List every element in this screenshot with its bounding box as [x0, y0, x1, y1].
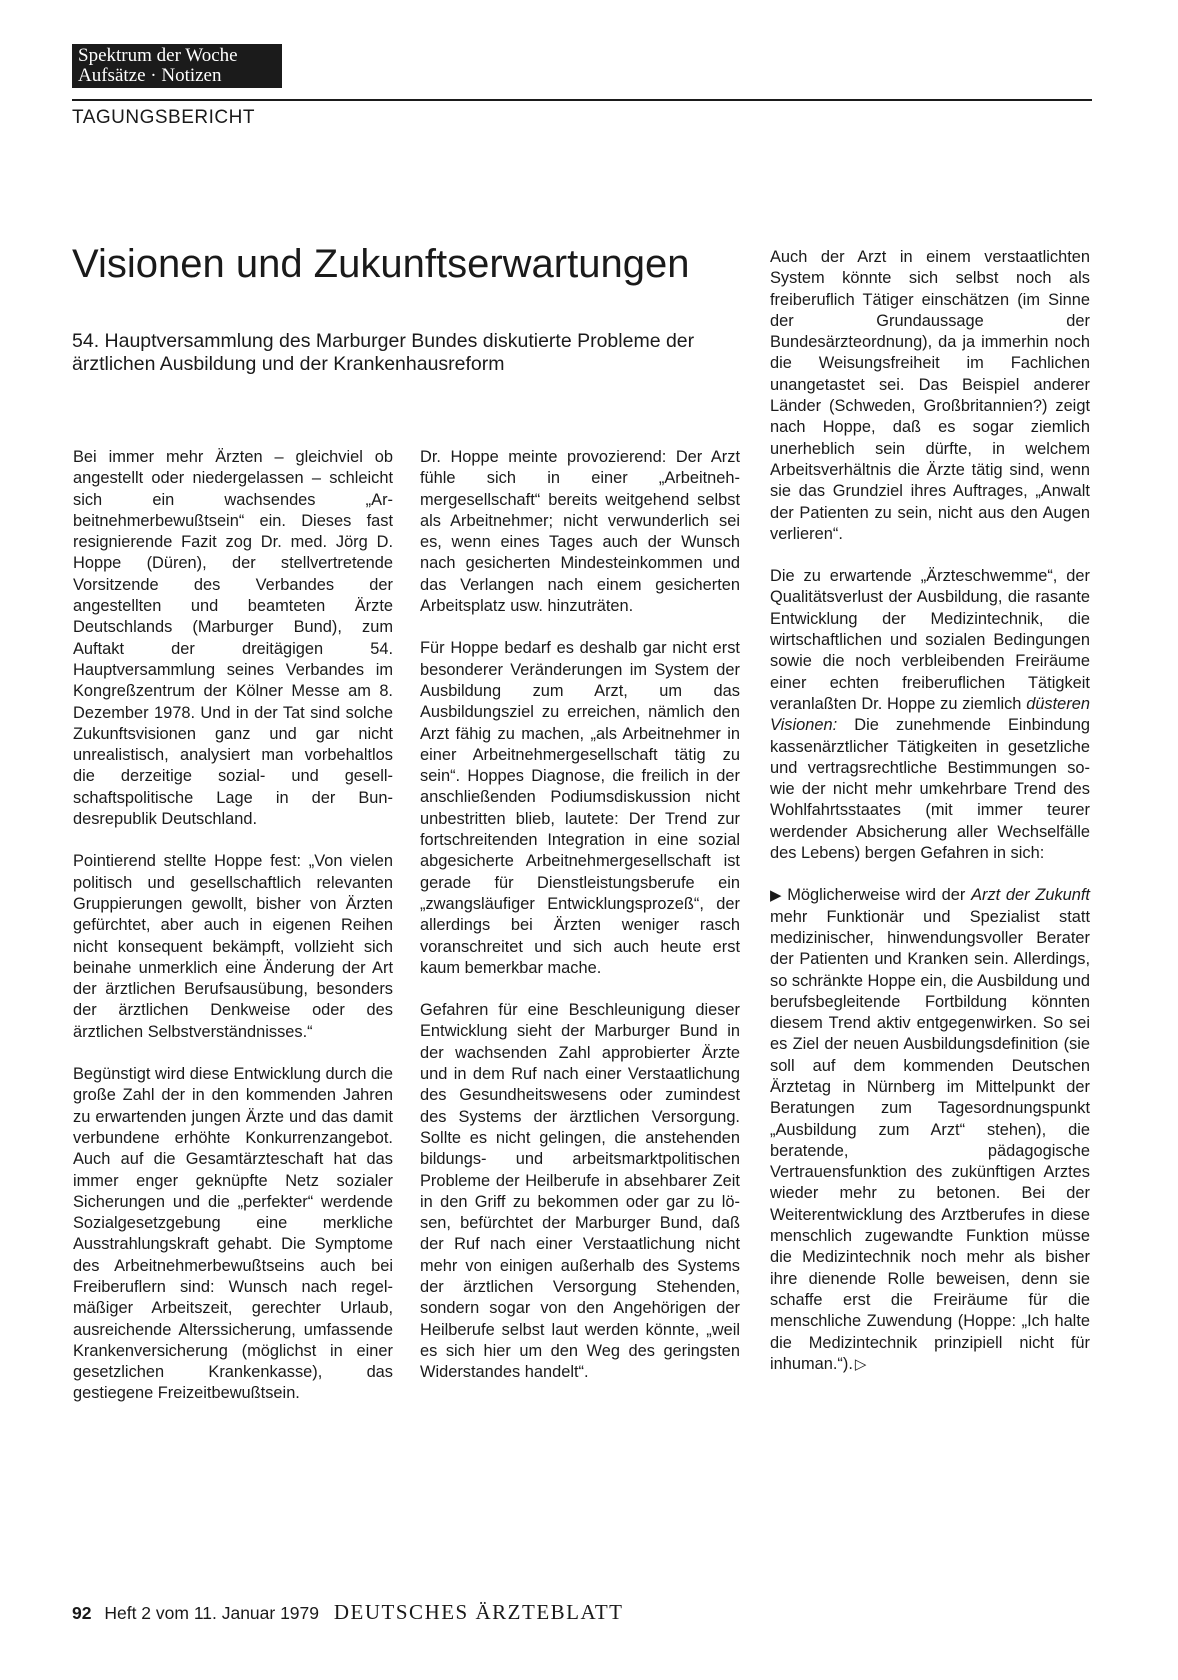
section-label-line1: Spektrum der Woche	[78, 45, 238, 66]
issue-info: Heft 2 vom 11. Januar 1979	[104, 1603, 320, 1623]
triangle-right-outline-icon: ▷	[854, 1355, 867, 1373]
text-run: Möglicherweise wird der	[781, 886, 972, 905]
journal-name: DEUTSCHES ÄRZTEBLATT	[333, 1600, 624, 1624]
paragraph: Für Hoppe bedarf es deshalb gar nicht erst besonderer Veränderungen im System der Ausbildung zum Arzt, um das Ausbildungsziel zu erreichen, nämlich den Arzt fähig zu machen, „als Arbeitnehmer in einer Arbeitnehmergesellschaft tätig zu sein“. Hoppes Diagnose, die freilich in der anschließenden Podiumsdiskussion nicht unbestritten blieb, lautete: Der Trend zur fortschreitenden Integration in eine sozial abgesicherte Arbeitnehmergesellschaft ist gerade für Dienstleistungsberufe ein „zwangsläufiger Entwicklungsprozeß“, der allerdings bei Ärzten weniger rasch voranschreitet und sich auch heute erst kaum bemerkbar mache.	[420, 639, 740, 977]
paragraph: Pointierend stellte Hoppe fest: „Von vielen politisch und gesellschaftlich relevanten Gruppierungen gewollt, bisher von Ärzten gefürchtet, aber auch in eigenen Reihen nicht konsequent bekämpft, vollzieht sich beinahe unmerklich eine Änderung der Art der ärztlichen Berufsausübung, besonders der ärztlichen Denkweise oder des ärztlichen Selbstverständnisses.“	[73, 852, 393, 1041]
triangle-right-filled-icon: ▶	[770, 887, 782, 905]
page-footer	[72, 1600, 623, 1625]
text-run: mehr Funktionär und Spezialist statt medizinischer, hinwendungsvoller Berater der Patienten und Kranken sein. Allerdings, so schränkte Hoppe ein, die Ausbildung und berufsbegleitende Fortbildung könnten diesem Trend aktiv entgegenwirken. So sei es Ziel der neuen Ausbildungsdefinition (sie soll auf dem kommenden Deutschen Ärztetag in Nürnberg im Mittelpunkt der Beratungen zum Tagesordnungspunkt „Ausbildung zum Arzt“ stehen), die beratende, pädagogische Vertrauensfunktion des zukünftigen Arztes wieder mehr zu betonen. Bei der Weiterentwicklung des Arztberufes in diese menschlich zugewandte Funktion müsse die Medizintechnik noch mehr als bisher ihre dienende Rolle beweisen, denn sie schaffe erst die Freiräume für die menschliche Zuwendung (Hoppe: „Ich halte die Medizintechnik prinzipiell nicht für inhuman.“).	[770, 907, 1090, 1373]
text-run: Die zunehmende Einbindung kassenärztlicher Tätigkeiten in gesetzliche und vertragsrechtliche Bestimmungen sowie der nicht mehr umkehrbare Trend des Wohlfahrtsstaates (mit immer teurer werdender Absicherung aller Wechselfälle des Lebens) bergen Gefahren in sich:	[770, 716, 1090, 863]
paragraph	[770, 566, 1090, 864]
paragraph: Bei immer mehr Ärzten – gleichviel ob angestellt oder niedergelassen – schleicht sich ein wachsendes „Arbeitnehmerbewußtsein“ ein. Dieses fast resignierende Fazit zog Dr. med. Jörg D. Hoppe (Düren), der stellvertretende Vorsitzende des Verbandes der angestellten und beamteten Ärzte Deutschlands (Marburger Bund), zum Auftakt der dreitägigen 54. Hauptversammlung seines Verbandes im Kongreßzentrum der Kölner Messe am 8. Dezember 1978. Und in der Tat sind solche Zukunftsvisionen ganz und gar nicht unrealistisch, analysiert man vorbehaltlos die derzeitige sozial- und gesellschaftspolitische Lage in der Bundesrepublik Deutschland.	[73, 448, 393, 829]
emphasis-text: Arzt der Zukunft	[971, 886, 1090, 905]
text-run: Die zu erwartende „Ärzteschwemme“, der Qualitätsverlust der Ausbildung, die rasante Entwicklung der Medizintechnik, die wirtschaftlichen und sozialen Bedingungen sowie die noch verbleibenden Freiräume einer echten freiberuflichen Tätigkeit veranlaßten Dr. Hoppe zu ziemlich	[770, 567, 1090, 713]
emphasis-text: düsteren Visionen:	[770, 694, 1090, 735]
kicker: TAGUNGSBERICHT	[72, 107, 255, 128]
column-1	[73, 447, 393, 1426]
page-number: 92	[72, 1603, 92, 1623]
column-2	[420, 447, 740, 1404]
column-3	[770, 247, 1090, 1396]
section-label-line2: Aufsätze · Notizen	[78, 65, 222, 86]
header-rule	[72, 99, 1092, 101]
paragraph: Gefahren für eine Beschleunigung dieser Entwicklung sieht der Marburger Bund in der wachsenden Zahl approbierter Ärzte und in dem Ruf nach einer Verstaatlichung des Gesundheitswesens oder zumindest des Systems der ärztlichen Versorgung. Sollte es nicht gelingen, die anstehenden bildungs- und arbeitsmarktpolitischen Probleme der Heilberufe in absehbarer Zeit in den Griff zu bekommen oder gar zu lösen, befürchtet der Marburger Bund, daß der Ruf nach einer Verstaatlichung nicht mehr von einigen außerhalb des Systems der ärztlichen Versorgung Stehenden, sondern sogar von den Angehörigen der Heilberufe selbst laut werden könnte, „weil es sich hier um den Weg des geringsten Widerstandes handelt“.	[420, 1001, 740, 1382]
paragraph	[770, 885, 1090, 1375]
article-title: Visionen und Zukunftserwartungen	[72, 242, 690, 286]
paragraph: Dr. Hoppe meinte provozierend: Der Arzt fühle sich in einer „Arbeitnehmergesellschaft“ bereits weitgehend selbst als Arbeitnehmer; nicht verwunderlich sei es, wenn eines Tages auch der Wunsch nach gesicherten Mindesteinkommen und das Verlangen nach einem gesicherten Arbeitsplatz usw. hinzuträten.	[420, 448, 740, 616]
article-subtitle: 54. Hauptversammlung des Marburger Bundes diskutierte Probleme der ärztlichen Ausbildung und der Krankenhausreform	[72, 330, 695, 375]
section-label-box	[72, 44, 282, 88]
paragraph: Auch der Arzt in einem verstaatlichten System könnte sich selbst noch als freiberuflich Tätiger einschätzen (im Sinne der Grundaussage der Bundesärzteordnung), da ja immerhin noch die Weisungsfreiheit im Fachlichen unangetastet sei. Das Beispiel anderer Länder (Schweden, Großbritannien?) zeigt nach Hoppe, daß es sogar ziemlich unerheblich sein dürfte, in welchem Arbeitsverhältnis die Ärzte tätig sind, wenn sie das Grundziel ihres Auftrages, „Anwalt der Patienten zu sein, nicht aus den Augen verlieren“.	[770, 248, 1090, 543]
paragraph: Begünstigt wird diese Entwicklung durch die große Zahl der in den kommenden Jahren zu erwartenden jungen Ärzte und das damit verbundene erhöhte Konkurrenzangebot. Auch auf die Gesamtärzteschaft hat das immer enger geknüpfte Netz sozialer Sicherungen und die „perfekter“ werdende Sozialgesetzgebung eine merkliche Ausstrahlungskraft gehabt. Die Symptome des Arbeitnehmerbewußtseins auch bei Freiberuflern sind: Wunsch nach regelmäßiger Arbeitszeit, gerechter Urlaub, ausreichende Alterssicherung, umfassende Krankenversicherung (möglichst in einer gesetzlichen Krankenkasse), das gestiegene Freizeitbewußtsein.	[73, 1065, 393, 1403]
